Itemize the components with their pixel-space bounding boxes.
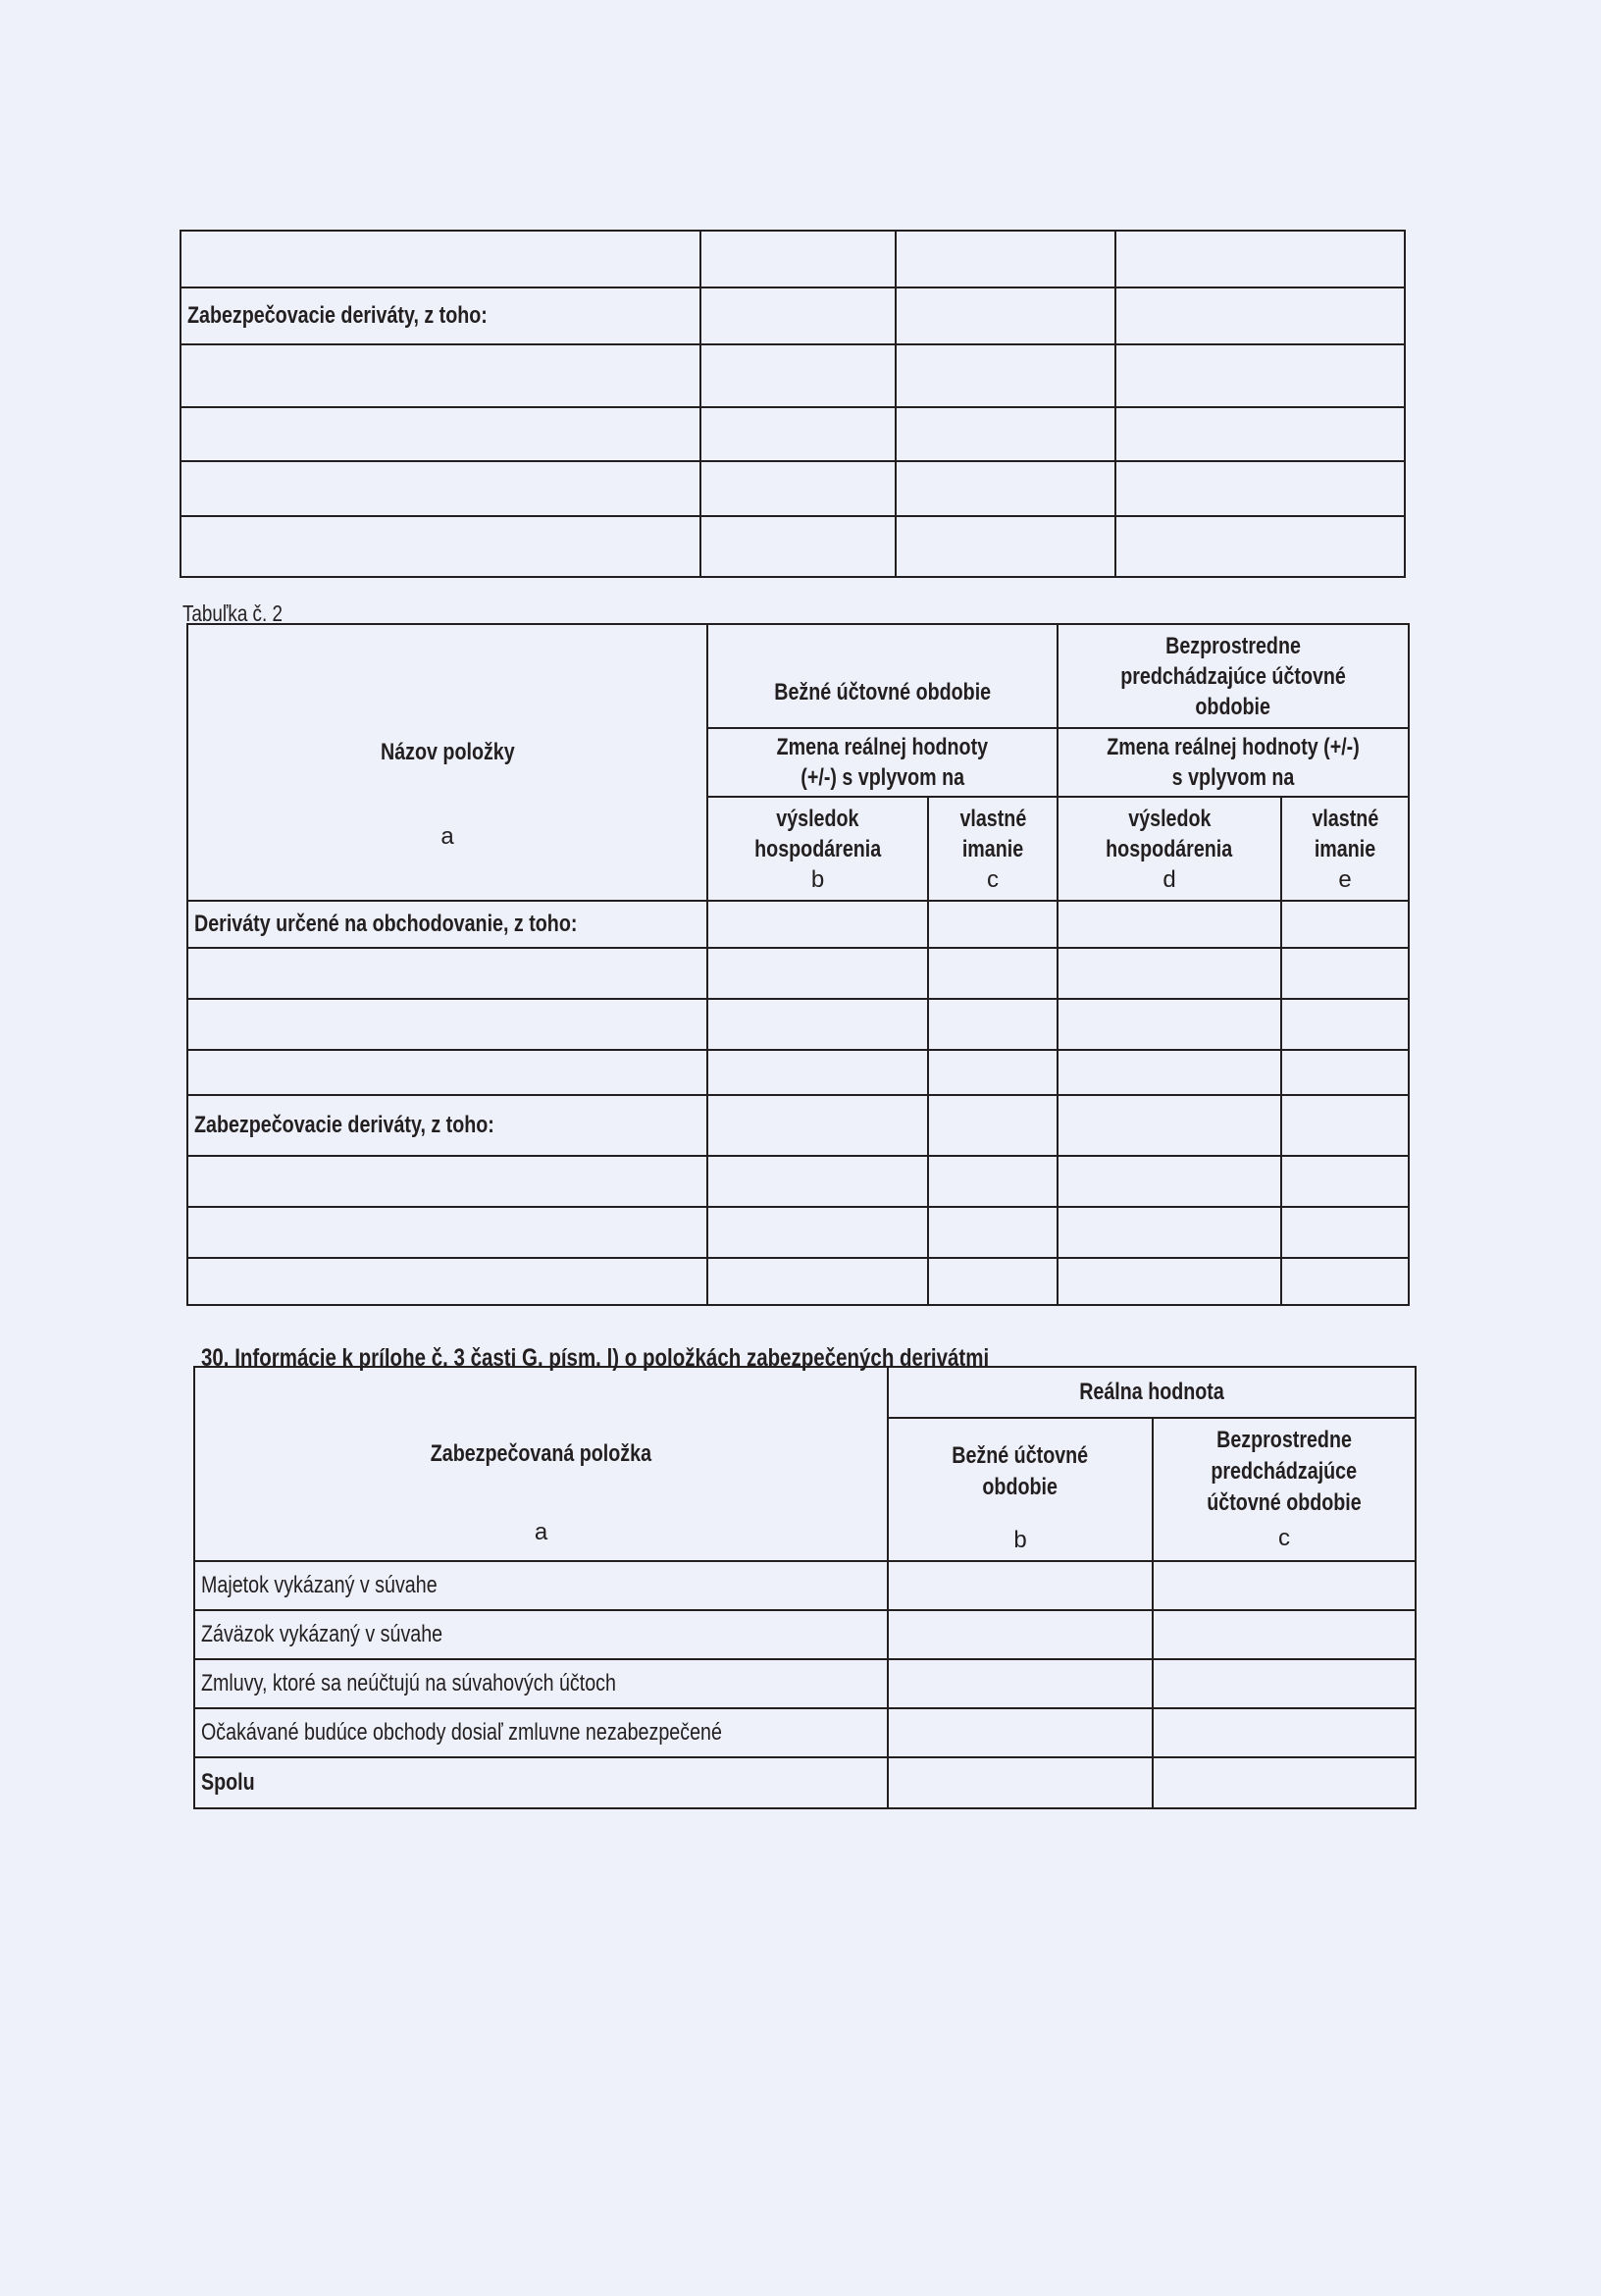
table-cell xyxy=(181,231,700,287)
row-label-majetok: Majetok vykázaný v súvahe xyxy=(194,1561,888,1610)
header-vlastne-imanie-c: vlastné imanie c xyxy=(928,797,1058,901)
table-row xyxy=(187,1258,1409,1305)
header-zmena-realnej-hodnoty-bezne: Zmena reálnej hodnoty (+/-) s vplyvom na xyxy=(707,728,1058,797)
table-row xyxy=(181,461,1405,516)
table-row xyxy=(181,231,1405,287)
header-nazov-polozky: Názov položky a xyxy=(187,624,707,901)
header-realna-hodnota: Reálna hodnota xyxy=(888,1367,1416,1418)
table-row xyxy=(194,1708,1416,1757)
header-bezprostredne-predchadzajuce: Bezprostredne predchádzajúce účtovné obdobie xyxy=(1058,624,1409,728)
column-letter-a: a xyxy=(534,1519,548,1545)
column-letter-b: b xyxy=(1013,1527,1027,1553)
row-label-ocakavane-obchody: Očakávané budúce obchody dosiaľ zmluvne nezabezpečené xyxy=(194,1708,888,1757)
table-row xyxy=(194,1561,1416,1610)
column-letter-c: c xyxy=(1278,1525,1290,1551)
table-row xyxy=(187,1095,1409,1156)
column-letter-d: d xyxy=(1162,865,1176,893)
table-row xyxy=(187,1207,1409,1258)
column-letter-a: a xyxy=(440,823,454,850)
table-row xyxy=(187,948,1409,999)
header-vysledok-hospodarenia-d: výsledok hospodárenia d xyxy=(1058,797,1281,901)
column-letter-e: e xyxy=(1338,865,1352,893)
derivatives-fair-value-table xyxy=(186,623,1410,1306)
table-row xyxy=(187,1050,1409,1095)
table-row xyxy=(187,901,1409,948)
row-label-hedging-derivatives: Zabezpečovacie deriváty, z toho: xyxy=(181,287,700,344)
header-vlastne-imanie-e: vlastné imanie e xyxy=(1281,797,1409,901)
header-bezne-obdobie: Bežné účtovné obdobie xyxy=(707,624,1058,728)
row-label-zmluvy: Zmluvy, ktoré sa neúčtujú na súvahových účtoch xyxy=(194,1659,888,1708)
row-label-trading-derivatives: Deriváty určené na obchodovanie, z toho: xyxy=(187,901,707,948)
table-row xyxy=(181,407,1405,461)
table-row xyxy=(181,344,1405,407)
table-row xyxy=(194,1610,1416,1659)
row-label-hedging-derivatives-2: Zabezpečovacie deriváty, z toho: xyxy=(187,1095,707,1156)
table-row xyxy=(181,516,1405,577)
row-label-zavazok: Záväzok vykázaný v súvahe xyxy=(194,1610,888,1659)
table-row xyxy=(187,1156,1409,1207)
table-row xyxy=(187,999,1409,1050)
table-row xyxy=(194,1659,1416,1708)
table-row xyxy=(194,1757,1416,1808)
header-bezne-uctovne-obdobie: Bežné účtovné obdobie b xyxy=(888,1418,1153,1561)
section-30-heading: 30. Informácie k prílohe č. 3 časti G. písm. l) o položkách zabezpečených derivátmi xyxy=(201,1344,990,1372)
column-letter-b: b xyxy=(810,865,825,893)
header-vysledok-hospodarenia-b: výsledok hospodárenia b xyxy=(707,797,928,901)
table-row xyxy=(181,287,1405,344)
table-2-caption: Tabuľka č. 2 xyxy=(182,600,283,626)
header-zabezpecovana-polozka: Zabezpečovaná položka a xyxy=(194,1367,888,1561)
row-label-spolu: Spolu xyxy=(194,1757,888,1808)
column-letter-c: c xyxy=(987,865,999,893)
header-zmena-realnej-hodnoty-predchadzajuce: Zmena reálnej hodnoty (+/-) s vplyvom na xyxy=(1058,728,1409,797)
hedged-items-table xyxy=(193,1366,1417,1809)
hedging-derivatives-table-top xyxy=(180,230,1406,578)
header-bezprostredne-predchadzajuce-obdobie: Bezprostredne predchádzajúce účtovné obdobie c xyxy=(1153,1418,1416,1561)
